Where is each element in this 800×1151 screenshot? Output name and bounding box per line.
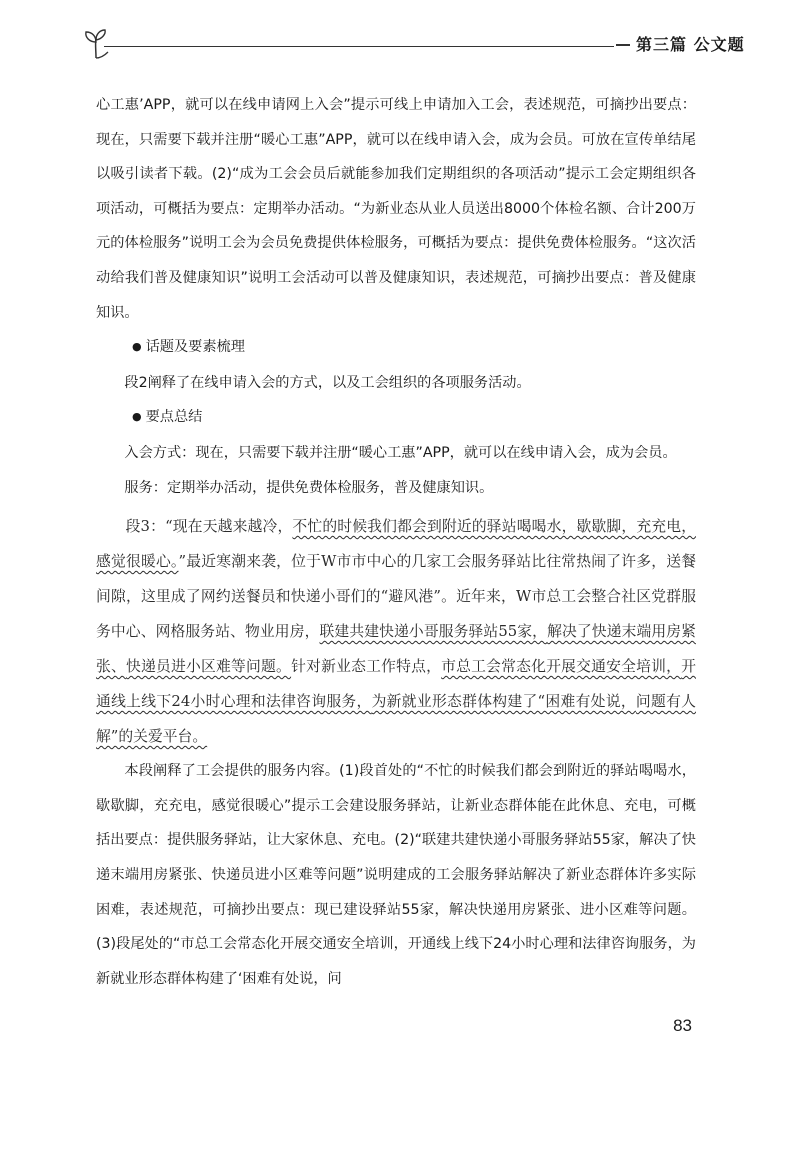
- running-header: [76, 28, 745, 64]
- seg3-underlined: 快递员进小区难等问题。: [126, 658, 292, 676]
- paragraph-join-method: 入会方式：现在，只需要下载并注册“暖心工惠”APP，就可以在线申请入会，成为会员。: [124, 444, 677, 461]
- seg3-text: 针对新业态工作特点，: [291, 658, 442, 676]
- seg3-underlined: 联建共建快递小哥服务驿站55家，: [319, 623, 548, 641]
- seg3-underlined: 不忙的时候我们都会到附近的驿站喝喝水，歇歇脚，充充电，感觉很暖心。: [96, 518, 696, 571]
- seg3-text: 段3：“现在天越来越冷，: [125, 518, 293, 536]
- seg3-underlined: 问题有人解”的关爱平台。: [96, 693, 696, 746]
- header-rule-accent: [616, 44, 630, 46]
- seg3-underlined: 市总工会常态化开展交通安全培训，: [441, 658, 682, 676]
- bullet-key-points: [96, 400, 696, 436]
- header-rule: [104, 46, 614, 47]
- header-title: 第三篇 公文题: [636, 35, 745, 54]
- bullet-label: 要点总结: [145, 409, 203, 426]
- page-number: 83: [673, 1016, 692, 1035]
- paragraph-continuation: 心工惠’APP，就可以在线申请网上入会”提示可线上申请加入工会，表述规范，可摘抄出要点：现在，只需要下载并注册“暖心工惠”APP，就可以在线申请入会，成为会员。可放在宣传单结尾以吸引读者下载。(2)“成为工会会员后就能参加我们定期组织的各项活动”提示工会定期组织各项活动，可概括为要点：定期举办活动。“为新业态从业人员送出8000个体检名额、合计200万元的体检服务”说明工会为会员免费提供体检服务，可概括为要点：提供免费体检服务。“这次活动给我们普及健康知识”说明工会活动可以普及健康知识，表述规范，可摘抄出要点：普及健康知识。: [96, 97, 696, 321]
- paragraph-services: 服务：定期举办活动，提供免费体检服务，普及健康知识。: [124, 479, 494, 496]
- bullet-dot-icon: ●: [132, 340, 142, 354]
- paragraph-seg3-analysis: 本段阐释了工会提供的服务内容。(1)段首处的“不忙的时候我们都会到附近的驿站喝喝水，歇歇脚，充充电，感觉很暖心”提示工会建设服务驿站，让新业态群体能在此休息、充电，可概括出要点：提供服务驿站，让大家休息、充电。(2)“联建共建快递小哥服务驿站55家，解决了快递末端用房紧张、快递员进小区难等问题”说明建成的工会服务驿站解决了新业态群体许多实际困难，表述规范，可摘抄出要点：现已建设驿站55家，解决快递用房紧张、进小区难等问题。(3)段尾处的“市总工会常态化开展交通安全培训，开通线上线下24小时心理和法律咨询服务，为新就业形态群体构建了‘困难有处说，问: [96, 763, 696, 987]
- paragraph-seg3-source: [96, 509, 696, 754]
- seg3-text: ”最近寒潮来袭，位于W市市中心的几家工会服务驿站比往常热闹了许多，送餐间隙，这里成了网约送餐员和快递小哥们的“避风港”。近年来，W市总工会整合社区党群服务中心、网格服务站、物业用房，: [96, 553, 696, 641]
- seg3-underlined: 为新就业形态群体构建了“困难有处说，: [371, 693, 636, 711]
- bullet-label: 话题及要素梳理: [145, 339, 245, 356]
- bullet-dot-icon: ●: [132, 410, 142, 424]
- page-body: [96, 88, 696, 996]
- bullet-topic-elements: [96, 330, 696, 366]
- seg3-underlined: 开通线上线下24小时心理和法律咨询服务，: [96, 658, 696, 711]
- paragraph-summary-seg2: 段2阐释了在线申请入会的方式，以及工会组织的各项服务活动。: [124, 374, 531, 391]
- sprout-icon: [76, 28, 116, 62]
- seg3-underlined: 解决了快递末端用房紧张、: [96, 623, 696, 676]
